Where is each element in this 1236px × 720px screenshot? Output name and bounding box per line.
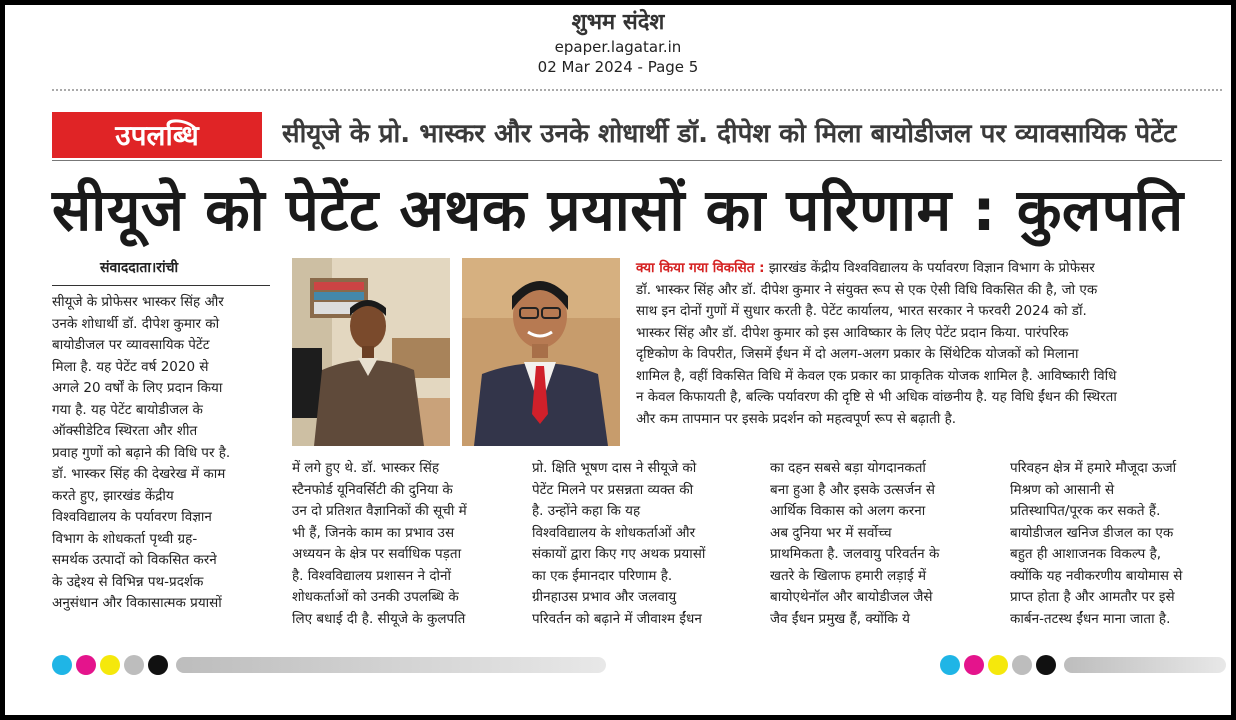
- sidebar-line: भास्कर सिंह और डॉ. दीपेश कुमार को इस आविष्कार के लिए पेटेंट प्रदान किया. पारंपरिक: [636, 324, 1069, 341]
- sidebar-line: शामिल है, वहीं विकसित विधि में केवल एक प्रकार का प्राकृतिक योजक शामिल है. आविष्कारी विधि: [636, 367, 1117, 384]
- registration-bar-left: [52, 655, 612, 675]
- registration-dot: [100, 655, 120, 675]
- column-line: स्टैनफोर्ड यूनिवर्सिटी की दुनिया के: [292, 481, 453, 498]
- registration-dot: [52, 655, 72, 675]
- column-line: अगले 20 वर्षों के लिए प्रदान किया: [52, 380, 223, 396]
- column-line: के उद्देश्य से विभिन्न पथ-प्रदर्शक: [52, 573, 204, 590]
- column-line: डॉ. भास्कर सिंह की देखरेख में काम: [52, 466, 226, 482]
- article-column-5: [1010, 458, 1224, 630]
- column-line: लिए बधाई दी है. सीयूजे के कुलपति: [292, 610, 466, 627]
- column-line: परिवहन क्षेत्र में हमारे मौजूदा ऊर्जा: [1010, 460, 1177, 476]
- column-line: विश्वविद्यालय के पर्यावरण विज्ञान: [52, 509, 212, 525]
- column-line: ऑक्सीडेटिव स्थिरता और शीत: [52, 423, 198, 439]
- column-line: का एक ईमानदार परिणाम है.: [532, 567, 673, 584]
- column-line: अनुसंधान और विकासात्मक प्रयासों: [52, 595, 222, 611]
- column-line: प्रवाह गुणों को बढ़ाने की विधि पर है.: [52, 444, 231, 461]
- column-line: प्रो. क्षिति भूषण दास ने सीयूजे को: [532, 460, 697, 476]
- top-divider: [52, 89, 1222, 91]
- photo-professor: [292, 258, 450, 446]
- column-line: गया है. यह पेटेंट बायोडीजल के: [52, 401, 203, 418]
- column-line: अध्ययन के क्षेत्र पर सर्वाधिक पड़ता: [292, 546, 462, 562]
- column-line: करते हुए, झारखंड केंद्रीय: [52, 487, 174, 504]
- page-frame-bottom: [0, 715, 1236, 720]
- column-line: प्रतिस्थापित/पूरक कर सकते हैं.: [1010, 503, 1161, 519]
- column-line: बायोएथेनॉल और बायोडीजल जैसे: [770, 589, 933, 605]
- article-column-1: [52, 292, 268, 615]
- column-line: शोधकर्ताओं को उनकी उपलब्धि के: [292, 589, 459, 605]
- registration-dot: [148, 655, 168, 675]
- column-line: मिश्रण को आसानी से: [1010, 481, 1115, 498]
- registration-dot: [124, 655, 144, 675]
- sidebar-line: दृष्टिकोण के विपरीत, जिसमें ईंधन में दो अलग-अलग प्रकार के सिंथेटिक योजकों को मिलाना: [636, 346, 1079, 362]
- column-line: सीयूजे के प्रोफेसर भास्कर सिंह और: [52, 294, 224, 310]
- column-line: ग्रीनहाउस प्रभाव और जलवायु: [532, 589, 677, 605]
- column-line: भी हैं, जिनके काम का प्रभाव उस: [292, 524, 455, 541]
- column-line: खतरे के खिलाफ हमारी लड़ाई में: [770, 567, 927, 584]
- article-column-3: [532, 458, 750, 630]
- photo-researcher: [462, 258, 620, 446]
- sidebar-line-1: झारखंड केंद्रीय विश्वविद्यालय के पर्यावरण विज्ञान विभाग के प्रोफेसर: [764, 260, 1095, 276]
- page-frame-top: [0, 0, 1236, 5]
- column-line: बायोडीजल खनिज डीजल का एक: [1010, 524, 1174, 541]
- registration-dot: [940, 655, 960, 675]
- column-line: कार्बन-तटस्थ ईंधन माना जाता है.: [1010, 610, 1171, 627]
- kicker-headline: सीयूजे के प्रो. भास्कर और उनके शोधार्थी डॉ. दीपेश को मिला बायोडीजल पर व्यावसायिक पेटेंट: [282, 119, 1177, 149]
- column-line: मिला है. यह पेटेंट वर्ष 2020 से: [52, 358, 209, 375]
- column-line: समर्थक उत्पादों को विकसित करने: [52, 552, 217, 568]
- page-frame-right: [1231, 0, 1236, 720]
- article-column-2: [292, 458, 518, 630]
- column-line: जैव ईंधन प्रमुख हैं, क्योंकि ये: [770, 610, 910, 627]
- column-line: है. विश्वविद्यालय प्रशासन ने दोनों: [292, 567, 451, 584]
- column-line: अब दुनिया भर में सर्वोच्च: [770, 524, 892, 541]
- registration-dot: [964, 655, 984, 675]
- sidebar-box: [636, 258, 1224, 442]
- column-line: विभाग के शोधकर्ता पृथ्वी ग्रह-: [52, 530, 198, 547]
- column-line: विश्वविद्यालय के शोधकर्ताओं और: [532, 524, 696, 541]
- headline-rule: [52, 160, 1222, 161]
- column-line: बना हुआ है और इसके उत्सर्जन से: [770, 481, 936, 498]
- page-frame-left: [0, 0, 5, 720]
- main-headline: सीयूजे को पेटेंट अथक प्रयासों का परिणाम : कुलपति: [52, 176, 1184, 244]
- registration-gradient: [1064, 657, 1226, 673]
- column-line: प्राथमिकता है. जलवायु परिवर्तन के: [770, 546, 940, 562]
- sidebar-line: डॉ. भास्कर सिंह और डॉ. दीपेश कुमार ने संयुक्त रूप से एक ऐसी विधि विकसित की है, जो एक: [636, 281, 1098, 298]
- kicker-label: उपलब्धि: [52, 112, 262, 158]
- column-line: बायोडीजल पर व्यावसायिक पेटेंट: [52, 337, 210, 353]
- registration-gradient: [176, 657, 606, 673]
- date-page-label: 02 Mar 2024 - Page 5: [537, 58, 699, 76]
- photo-researcher-image: [462, 258, 620, 446]
- sidebar-lead: क्या किया गया विकसित :: [636, 260, 765, 276]
- column-line: आर्थिक विकास को अलग करना: [770, 503, 926, 519]
- column-line: है. उन्होंने कहा कि यह: [532, 503, 641, 519]
- column-line: उनके शोधार्थी डॉ. दीपेश कुमार को: [52, 315, 220, 332]
- registration-bar-right: [940, 655, 1230, 675]
- sidebar-line: साथ इन दोनों गुणों में सुधार करती है. पेटेंट कार्यालय, भारत सरकार ने फरवरी 2024 को डॉ.: [636, 303, 1087, 319]
- photo-professor-image: [292, 258, 450, 446]
- column-line: क्योंकि यह नवीकरणीय बायोमास से: [1010, 567, 1183, 584]
- website-url: epaper.lagatar.in: [554, 38, 682, 56]
- column-line: बहुत ही आशाजनक विकल्प है,: [1010, 546, 1162, 562]
- column-line: का दहन सबसे बड़ा योगदानकर्ता: [770, 460, 926, 476]
- column-line: परिवर्तन को बढ़ाने में जीवाश्म ईंधन: [532, 610, 702, 627]
- column-line: उन दो प्रतिशत वैज्ञानिकों की सूची में: [292, 503, 467, 519]
- registration-dot: [1012, 655, 1032, 675]
- sidebar-line: और कम तापमान पर इसके प्रदर्शन को महत्वपूर्ण रूप से बढ़ाती है.: [636, 410, 957, 427]
- registration-dot: [76, 655, 96, 675]
- sidebar-line: न केवल किफायती है, बल्कि पर्यावरण की दृष्टि से भी अधिक वांछनीय है. यह विधि ईंधन की स्थिरता: [636, 389, 1117, 405]
- byline: संवाददाता।रांची: [100, 260, 179, 276]
- article-column-4: [770, 458, 988, 630]
- registration-dot: [1036, 655, 1056, 675]
- column-line: प्राप्त होता है और आमतौर पर इसे: [1010, 589, 1175, 605]
- registration-dot: [988, 655, 1008, 675]
- column-line: में लगे हुए थे. डॉ. भास्कर सिंह: [292, 460, 440, 476]
- publication-name: शुभम संदेश: [571, 9, 665, 35]
- byline-rule: [52, 285, 270, 286]
- column-line: संकायों द्वारा किए गए अथक प्रयासों: [532, 546, 706, 562]
- column-line: पेटेंट मिलने पर प्रसन्नता व्यक्त की: [532, 481, 694, 498]
